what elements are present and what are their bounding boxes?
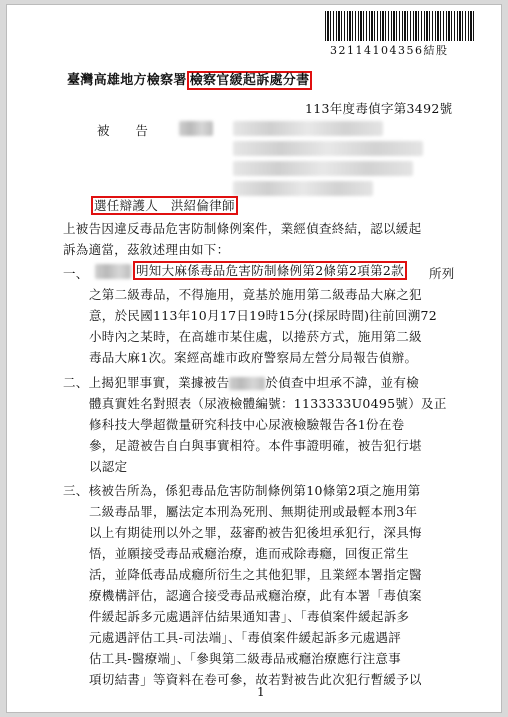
office-title-highlight: 檢察官緩起訴處分書 <box>187 71 313 90</box>
section-1-line-2: 之第二級毒品，不得施用，竟基於施用第二級毒品大麻之犯 <box>89 287 422 302</box>
section-3-line-4: 悟，並願接受毒品戒癮治療，進而戒除毒癮，回復正常生 <box>89 546 410 561</box>
barcode <box>325 11 475 41</box>
case-number: 113年度毒偵字第3492號 <box>305 101 453 116</box>
document-page <box>6 4 502 713</box>
intro-line-1: 上被告因違反毒品危害防制條例案件，業經偵查終結，認以緩起 <box>63 221 422 236</box>
section-1-tail: 所列 <box>429 266 455 281</box>
section-3-line-9: 估工具-醫療端」、「參與第二級毒品戒癮治療應行注意事 <box>89 651 402 666</box>
document-title <box>67 69 312 88</box>
section-3-line-8: 元處遇評估工具-司法端」、「毒偵案件緩起訴多元處遇評 <box>89 630 402 645</box>
page-number: 1 <box>257 685 265 699</box>
agency-name: 臺灣高雄地方檢察署 <box>67 73 187 88</box>
section-3-line-10: 項切結書」等資料在卷可參，故若對被告此次犯行暫緩予以 <box>89 672 422 687</box>
section-1-line-3: 意，於民國113年10月17日19時15分(採尿時間)往前回溯72 <box>89 308 438 323</box>
section-2-line-2: 體真實姓名對照表（尿液檢體編號：1133333U0495號）及正 <box>89 396 447 411</box>
redaction-defendant-name <box>95 264 131 279</box>
redaction-id-number <box>233 181 373 196</box>
redaction-gender-dob <box>233 121 383 136</box>
section-3-line-1: 三、核被告所為，係犯毒品危害防制條例第10條第2項之施用第 <box>63 483 421 498</box>
section-2-line-1: 二、上揭犯罪事實，業據被告 於偵查中坦承不諱，並有檢 <box>63 375 420 390</box>
defense-counsel-highlight <box>91 196 238 215</box>
section-3-line-2: 二級毒品罪，屬法定本刑為死刑、無期徒刑或最輕本刑3年 <box>89 504 418 519</box>
section-2-line-4: 參，足證被告自白與事實相符。本件事證明確，被告犯行堪 <box>89 438 422 453</box>
section-2-line-3: 修科技大學超微量研究科技中心尿液檢驗報告各1份在卷 <box>89 417 405 432</box>
section-1-line-5: 毒品大麻1次。案經高雄市政府警察局左營分局報告偵辦。 <box>89 350 418 365</box>
section-1-law-highlight: 明知大麻係毒品危害防制條例第2條第2項第2款 <box>133 261 407 279</box>
redaction-address-2 <box>233 161 413 176</box>
defense-counsel <box>91 196 238 214</box>
section-3-line-5: 活，並降低毒品成癮所衍生之其他犯罪，且業經本署指定醫 <box>89 567 422 582</box>
barcode-number: 32114104356結股 <box>330 44 449 57</box>
redaction-defendant-name-2 <box>229 377 265 390</box>
section-3-line-3: 以上有期徒刑以外之罪，茲審酌被告犯後坦承犯行，深具悔 <box>89 525 422 540</box>
section-3-line-7: 件緩起訴多元處遇評估結果通知書」、「毒偵案件緩起訴多 <box>89 609 410 624</box>
section-3-line-6: 療機構評估，認適合接受毒品戒癮治療，此有本署「毒偵案 <box>89 588 422 603</box>
redaction-address-1 <box>233 141 423 156</box>
defense-label: 選任辯護人 <box>94 198 159 213</box>
defense-name: 洪紹倫律師 <box>170 198 235 213</box>
defendant-label: 被 告 <box>97 123 149 138</box>
section-1-line-4: 小時內之某時，在高雄市某住處，以捲菸方式，施用第二級 <box>89 329 422 344</box>
section-2-line-5: 以認定 <box>89 459 128 474</box>
redaction-name <box>179 121 213 136</box>
intro-line-2: 訴為適當，茲敘述理由如下： <box>63 242 230 257</box>
section-1-number: 一、 <box>63 266 89 281</box>
